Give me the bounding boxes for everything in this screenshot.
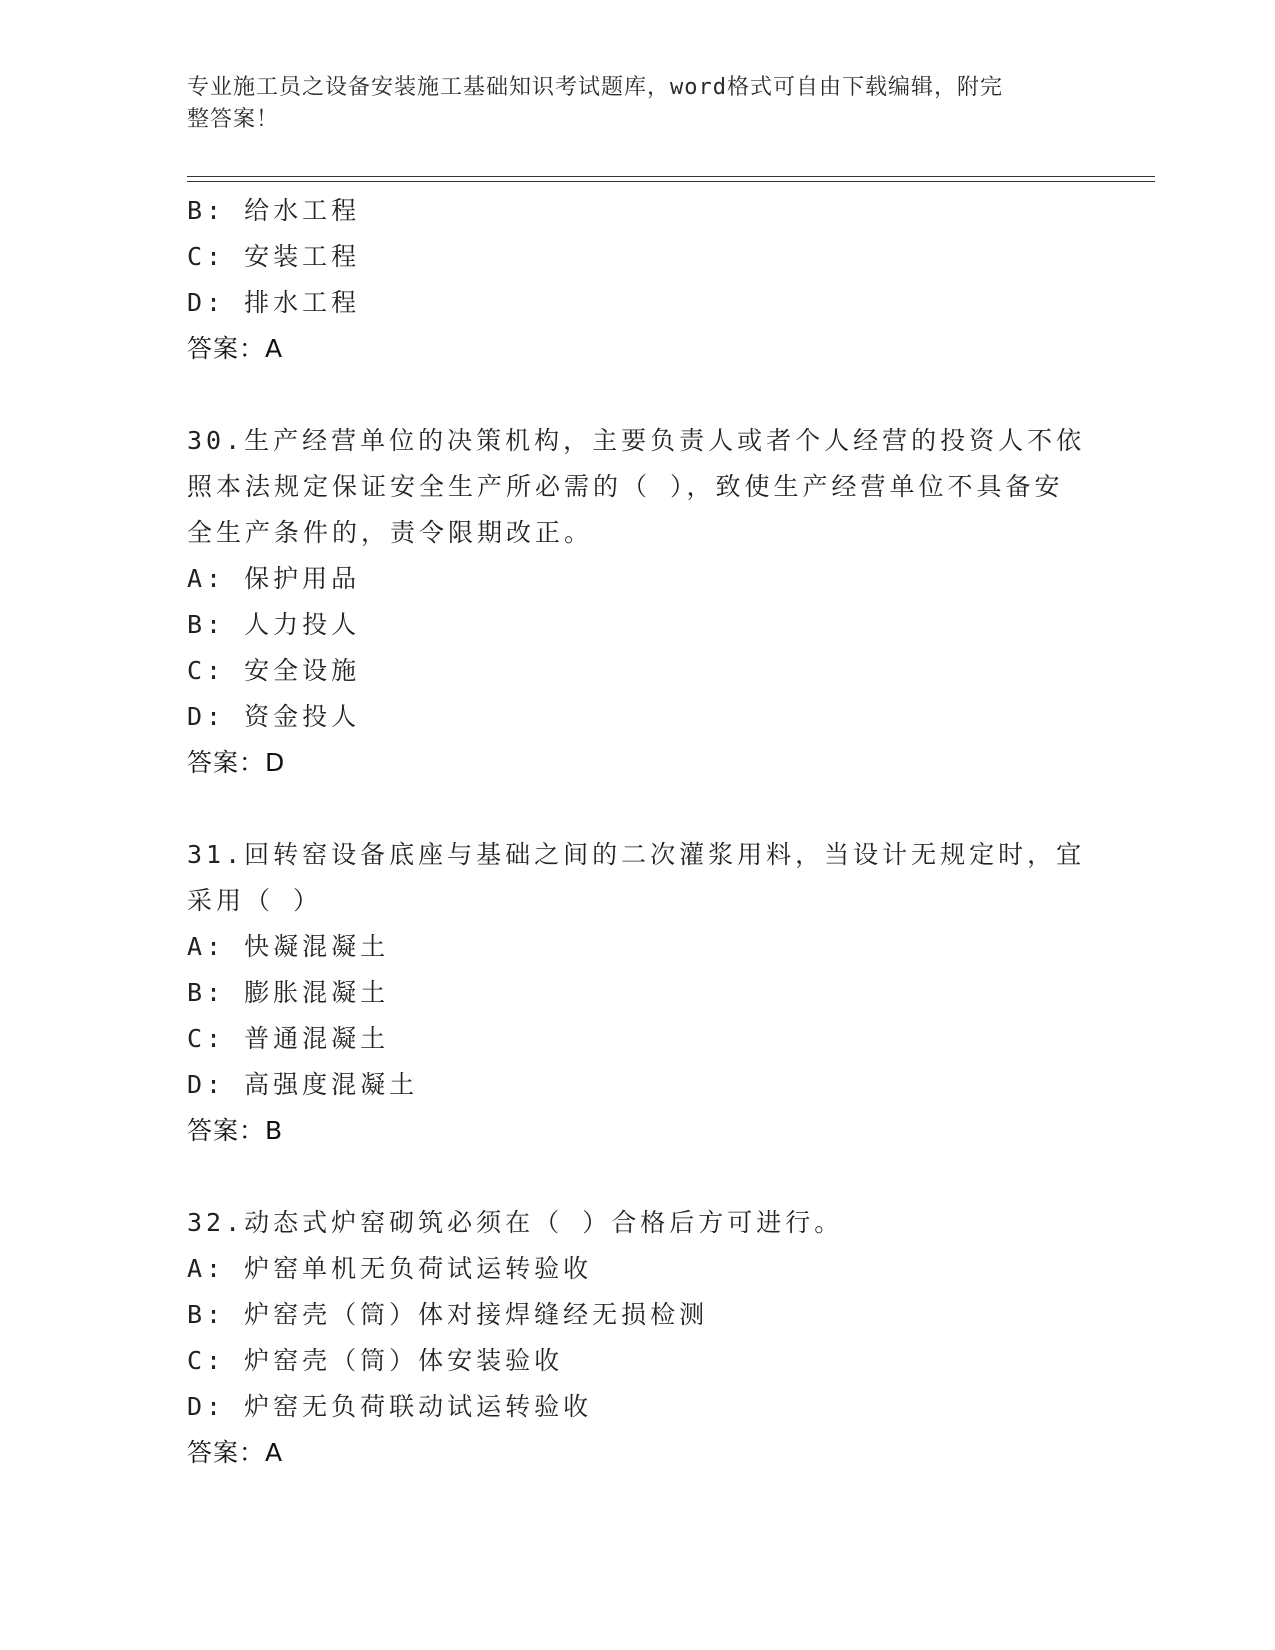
option-d: D: 排水工程 [187, 288, 361, 317]
question-text-line: 照本法规定保证安全生产所必需的（ ），致使生产经营单位不具备安 [187, 472, 1064, 501]
option-b: B: 给水工程 [187, 196, 361, 225]
option-d: D: 资金投人 [187, 702, 361, 731]
answer-line: 答案：A [187, 334, 284, 363]
option-c: C: 安全设施 [187, 656, 361, 685]
spacer [187, 1154, 1087, 1200]
question-32 [187, 1200, 1087, 1476]
document-header [187, 72, 1067, 136]
header-line-2: 整答案！ [187, 107, 280, 132]
option-b: B: 膨胀混凝土 [187, 978, 390, 1007]
question-29-tail [187, 188, 1087, 372]
option-c: C: 炉窑壳（筒）体安装验收 [187, 1346, 564, 1375]
option-a: A: 炉窑单机无负荷试运转验收 [187, 1254, 593, 1283]
header-divider-top [187, 176, 1155, 177]
option-b: B: 人力投人 [187, 610, 361, 639]
question-text-line: 31.回转窑设备底座与基础之间的二次灌浆用料，当设计无规定时，宜 [187, 840, 1086, 869]
question-text-line: 30.生产经营单位的决策机构，主要负责人或者个人经营的投资人不依 [187, 426, 1086, 455]
option-a: A: 快凝混凝土 [187, 932, 390, 961]
option-d: D: 高强度混凝土 [187, 1070, 419, 1099]
header-divider-bottom [187, 181, 1155, 182]
spacer [187, 372, 1087, 418]
question-text-line: 32.动态式炉窑砌筑必须在（ ）合格后方可进行。 [187, 1208, 844, 1237]
question-30 [187, 418, 1087, 786]
option-c: C: 安装工程 [187, 242, 361, 271]
answer-line: 答案：B [187, 1116, 284, 1145]
answer-line: 答案：A [187, 1438, 284, 1467]
spacer [187, 786, 1087, 832]
question-text-line: 采用（ ） [187, 886, 323, 915]
option-a: A: 保护用品 [187, 564, 361, 593]
answer-line: 答案：D [187, 748, 286, 777]
option-d: D: 炉窑无负荷联动试运转验收 [187, 1392, 593, 1421]
option-b: B: 炉窑壳（筒）体对接焊缝经无损检测 [187, 1300, 709, 1329]
question-text-line: 全生产条件的，责令限期改正。 [187, 518, 594, 547]
header-line-1: 专业施工员之设备安装施工基础知识考试题库，word格式可自由下载编辑，附完 [187, 75, 1003, 100]
question-content [187, 188, 1087, 1476]
question-31 [187, 832, 1087, 1154]
option-c: C: 普通混凝土 [187, 1024, 390, 1053]
